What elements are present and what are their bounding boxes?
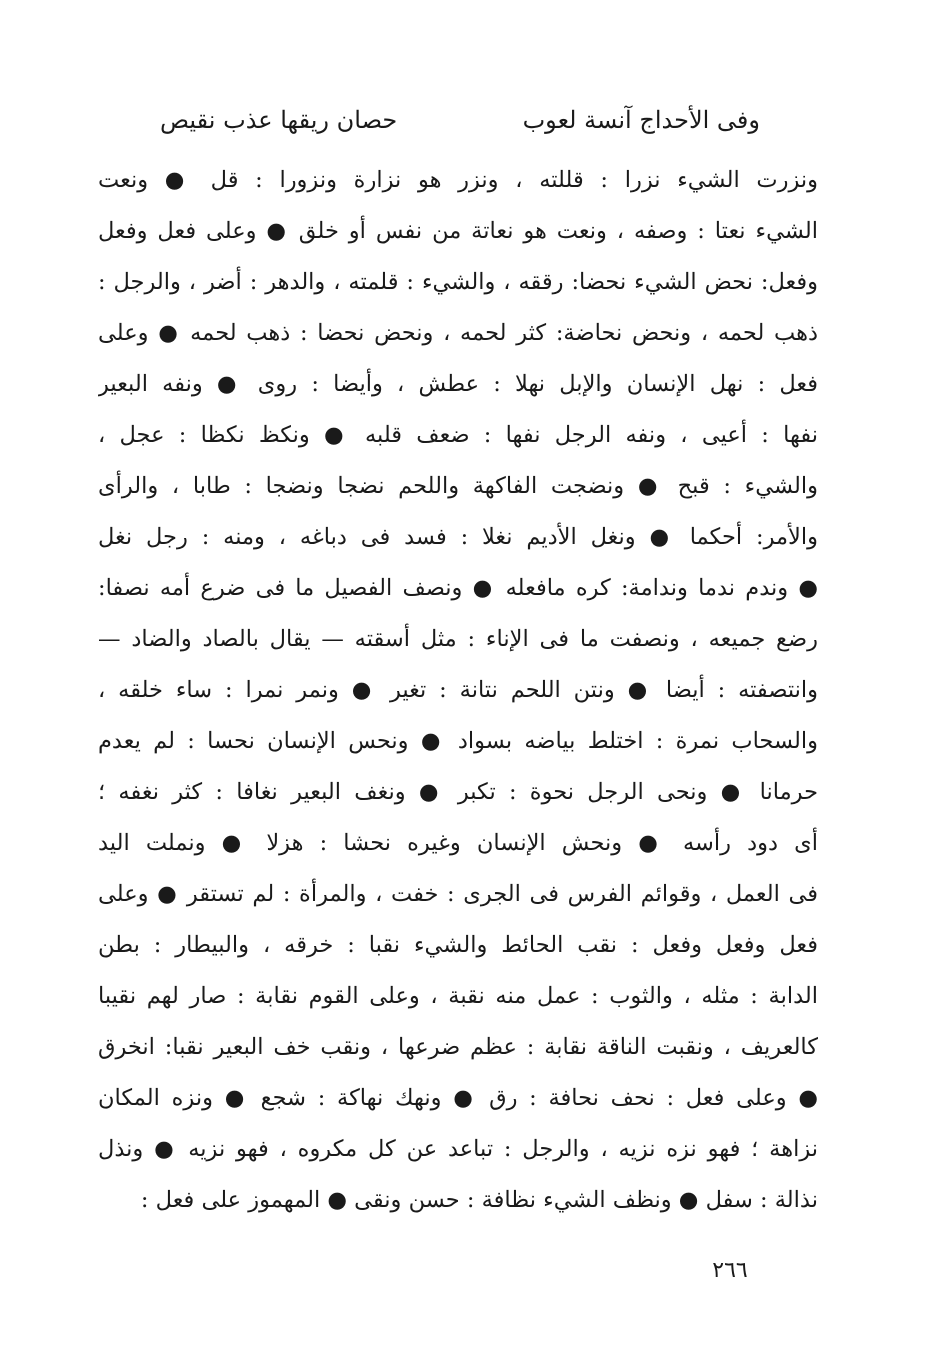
text-line: نذالة : سفل ● ونظف الشيء نظافة : حسن ونقى ● المهموز على فعل : [140,1187,818,1213]
text-line: الشيء نعتا : وصفه ، ونعت هو نعاتة من نفس أو خلق ● وعلى فعل وفعل [98,218,818,244]
text-line: أى دود رأسه ● ونحش الإنسان وغيره نحشا : هزلا ● ونملت اليد [98,830,818,856]
verse-second-hemistich: حصان ريقها عذب نقيص [160,106,398,134]
text-line: نزاهة ؛ فهو نزه نزيه ، والرجل : تباعد عن كل مكروه ، فهو نزيه ● ونذل [98,1136,818,1162]
text-line: فعل : نهل الإنسان والإبل نهلا : عطش ، وأيضا : روى ● ونفه البعير [98,371,818,397]
text-line: والأمر: أحكما ● ونغل الأديم نغلا : فسد فى دباغه ، ومنه : رجل نغل [98,524,818,550]
text-line: حرمانا ● ونحى الرجل نحوة : تكبر ● ونغف البعير نغافا : كثر نغفه ؛ [98,779,818,805]
text-line: والشيء : قبح ● ونضجت الفاكهة واللحم نضجا ونضجا : طابا ، والرأى [98,473,818,499]
text-line: ونزرت الشيء نزرا : قللته ، ونزر هو نزارة ونزورا : قل ● ونعت [98,167,818,193]
text-line: والسحاب نمرة : اختلط بياضه بسواد ● ونحس الإنسان نحسا : لم يعدم [98,728,818,754]
body-text [98,155,818,1226]
text-line: وانتصفته : أيضا ● ونتن اللحم نتانة : تغير ● ونمر نمرا : ساء خلقه ، [98,677,818,703]
text-line: الدابة : مثله ، والثوب : عمل منه نقبة ، وعلى القوم نقابة : صار لهم نقيبا [98,983,818,1009]
text-line: فعل وفعل وفعل : نقب الحائط والشيء نقبا : خرقه ، والبيطار : بطن [98,932,818,958]
text-line: رضع جميعه ، ونصفت ما فى الإناء : مثل أسقته — يقال بالصاد والضاد — [98,626,818,652]
text-line: نفها : أعيى ، ونفه الرجل نفها : ضعف قلبه ● ونكظ نكظا : عجل ، [98,422,818,448]
text-line: ● وعلى فعل : نحف نحافة : رق ● ونهك نهاكة : شجع ● ونزه المكان [98,1085,818,1111]
text-line: ● وندم ندما وندامة: كره مافعله ● ونصف الفصيل ما فى ضرع أمه نصفا: [98,575,818,601]
text-line: وفعل: نحض الشيء نحضا: رققه ، والشيء : قلمته ، والدهر : أضر ، والرجل : [98,269,818,295]
poetry-verse [160,100,760,140]
page-number: ٢٦٦ [712,1258,748,1283]
verse-first-hemistich: وفى الأحداج آنسة لعوب [522,106,760,134]
text-line: ذهب لحمه ، ونحض نحاضة: كثر لحمه ، ونحض نحضا : ذهب لحمه ● وعلى [98,320,818,346]
text-line: فى العمل ، وقوائم الفرس فى الجرى : خفت ، والمرأة : لم تستقر ● وعلى [98,881,818,907]
text-line: كالعريف ، ونقبت الناقة نقابة : عظم ضرعها ، ونقب خف البعير نقبا: انخرق [98,1034,818,1060]
